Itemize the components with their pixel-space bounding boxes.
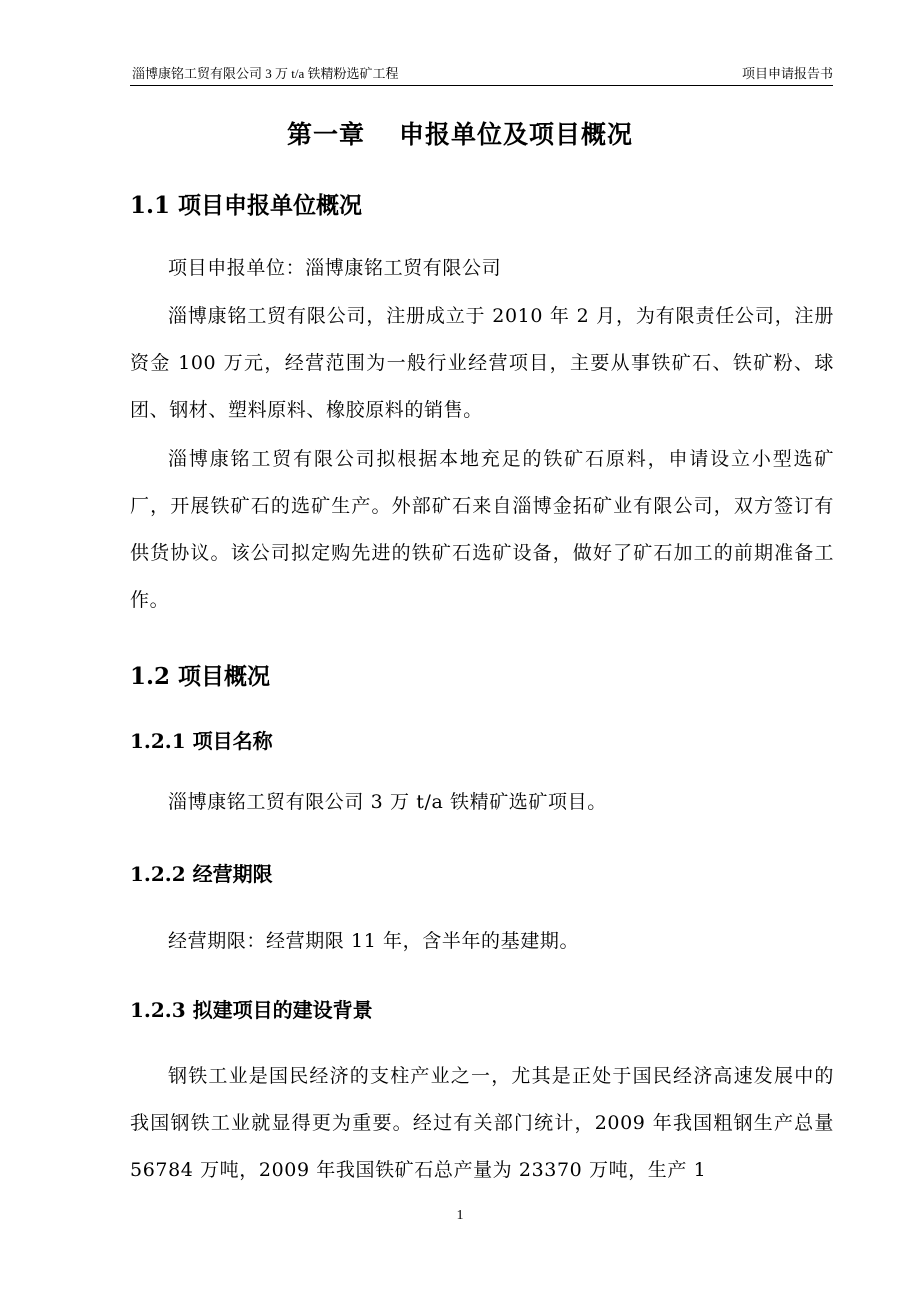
section-heading-1-2-3: 1.2.3 拟建项目的建设背景 xyxy=(130,998,373,1022)
paragraph-operating-period: 经营期限：经营期限 11 年，含半年的基建期。 xyxy=(168,930,580,952)
chapter-name: 申报单位及项目概况 xyxy=(399,120,634,149)
section-heading-1-2-1: 1.2.1 项目名称 xyxy=(130,729,273,753)
chapter-title xyxy=(0,118,920,152)
header-right-title: 项目申请报告书 xyxy=(741,66,833,81)
page-number: 1 xyxy=(456,1208,464,1223)
paragraph-company-intro: 淄博康铭工贸有限公司，注册成立于 2010 年 2 月，为有限责任公司，注册资金 100 万元，经营范围为一般行业经营项目，主要从事铁矿石、铁矿粉、球团、钢材、塑料原料、橡胶原料的销售。 xyxy=(130,305,834,421)
paragraph-project-name: 淄博康铭工贸有限公司 3 万 t/a 铁精矿选矿项目。 xyxy=(168,791,607,813)
paragraph-background: 钢铁工业是国民经济的支柱产业之一，尤其是正处于国民经济高速发展中的我国钢铁工业就显得更为重要。经过有关部门统计，2009 年我国粗钢生产总量 56784 万吨，2009 年我国铁矿石总产量为 23370 万吨，生产 1 xyxy=(130,1065,834,1181)
paragraph-applicant: 项目申报单位：淄博康铭工贸有限公司 xyxy=(168,257,502,279)
section-heading-1-1: 1.1 项目申报单位概况 xyxy=(130,192,363,219)
paragraph-company-plan: 淄博康铭工贸有限公司拟根据本地充足的铁矿石原料，申请设立小型选矿厂，开展铁矿石的选矿生产。外部矿石来自淄博金拓矿业有限公司，双方签订有供货协议。该公司拟定购先进的铁矿石选矿设备，做好了矿石加工的前期准备工作。 xyxy=(130,448,834,611)
header-left-title: 淄博康铭工贸有限公司 3 万 t/a 铁精粉选矿工程 xyxy=(132,66,399,81)
chapter-number: 第一章 xyxy=(286,120,365,149)
section-heading-1-2: 1.2 项目概况 xyxy=(130,663,271,690)
section-heading-1-2-2: 1.2.2 经营期限 xyxy=(130,862,273,886)
header-divider xyxy=(130,85,833,86)
